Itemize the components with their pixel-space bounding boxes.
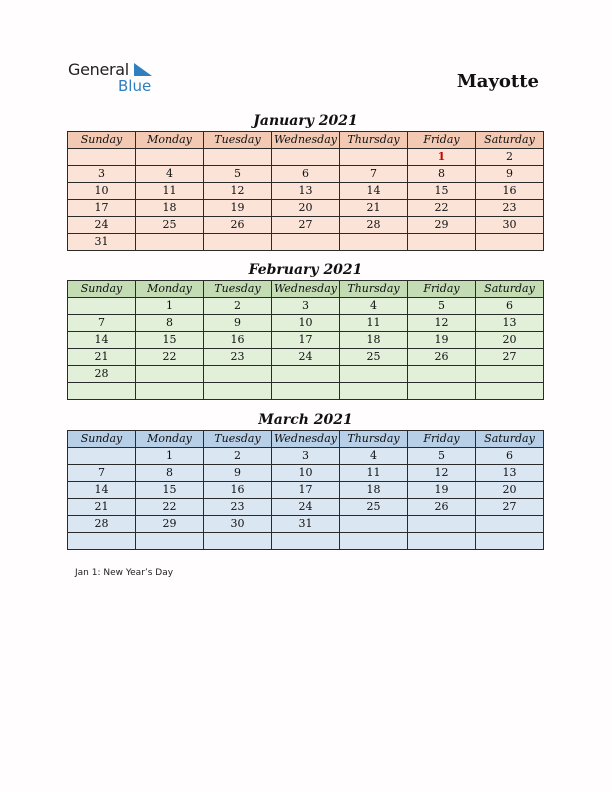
day-cell <box>408 516 476 533</box>
day-cell <box>476 516 544 533</box>
holiday-day-cell: 1 <box>408 149 476 166</box>
day-cell <box>272 149 340 166</box>
day-cell: 13 <box>476 315 544 332</box>
week-row <box>68 499 544 516</box>
day-cell: 10 <box>272 465 340 482</box>
weekday-header: Monday <box>136 281 204 298</box>
day-cell: 17 <box>68 200 136 217</box>
day-cell: 12 <box>204 183 272 200</box>
day-cell <box>204 383 272 400</box>
day-cell <box>272 366 340 383</box>
day-cell <box>476 234 544 251</box>
day-cell: 21 <box>340 200 408 217</box>
generalblue-logo <box>68 60 168 96</box>
day-cell: 12 <box>408 315 476 332</box>
day-cell: 23 <box>476 200 544 217</box>
day-cell <box>340 366 408 383</box>
day-cell: 1 <box>136 448 204 465</box>
day-cell <box>272 234 340 251</box>
day-cell: 8 <box>408 166 476 183</box>
day-cell: 9 <box>204 465 272 482</box>
day-cell: 8 <box>136 465 204 482</box>
day-cell: 19 <box>204 200 272 217</box>
day-cell: 8 <box>136 315 204 332</box>
day-cell: 18 <box>340 332 408 349</box>
logo-triangle-icon <box>134 63 152 77</box>
month-march <box>67 410 544 550</box>
day-cell <box>136 149 204 166</box>
day-cell: 16 <box>204 332 272 349</box>
day-cell: 5 <box>204 166 272 183</box>
day-cell <box>272 533 340 550</box>
day-cell: 24 <box>68 217 136 234</box>
day-cell: 15 <box>408 183 476 200</box>
day-cell: 27 <box>272 217 340 234</box>
day-cell: 4 <box>340 298 408 315</box>
day-cell: 7 <box>68 315 136 332</box>
weekday-header-row <box>68 431 544 448</box>
day-cell <box>204 366 272 383</box>
day-cell: 14 <box>68 482 136 499</box>
day-cell: 9 <box>204 315 272 332</box>
day-cell: 3 <box>272 298 340 315</box>
weekday-header: Saturday <box>476 281 544 298</box>
weekday-header: Thursday <box>340 431 408 448</box>
day-cell: 22 <box>408 200 476 217</box>
country-title: Mayotte <box>456 71 539 92</box>
day-cell <box>204 234 272 251</box>
calendar-grid <box>67 131 544 251</box>
day-cell <box>340 234 408 251</box>
day-cell: 28 <box>340 217 408 234</box>
day-cell <box>340 149 408 166</box>
day-cell <box>136 366 204 383</box>
day-cell: 31 <box>68 234 136 251</box>
weekday-header: Saturday <box>476 431 544 448</box>
day-cell <box>476 383 544 400</box>
weekday-header: Wednesday <box>272 281 340 298</box>
day-cell: 5 <box>408 298 476 315</box>
day-cell <box>68 533 136 550</box>
day-cell: 13 <box>272 183 340 200</box>
day-cell: 2 <box>204 298 272 315</box>
day-cell <box>136 234 204 251</box>
day-cell: 23 <box>204 349 272 366</box>
day-cell: 7 <box>340 166 408 183</box>
weekday-header: Friday <box>408 431 476 448</box>
day-cell <box>68 149 136 166</box>
day-cell <box>68 448 136 465</box>
day-cell <box>340 516 408 533</box>
day-cell: 6 <box>272 166 340 183</box>
day-cell: 19 <box>408 332 476 349</box>
week-row <box>68 482 544 499</box>
calendar-grid <box>67 430 544 550</box>
day-cell <box>408 366 476 383</box>
day-cell: 16 <box>204 482 272 499</box>
day-cell <box>68 298 136 315</box>
day-cell: 21 <box>68 499 136 516</box>
weekday-header: Monday <box>136 132 204 149</box>
week-row <box>68 166 544 183</box>
week-row <box>68 349 544 366</box>
day-cell: 5 <box>408 448 476 465</box>
week-row <box>68 315 544 332</box>
logo-text-general: General <box>68 60 129 79</box>
holiday-notes: Jan 1: New Year’s Day <box>75 568 174 578</box>
day-cell: 29 <box>408 217 476 234</box>
day-cell: 15 <box>136 482 204 499</box>
day-cell: 2 <box>476 149 544 166</box>
weekday-header: Friday <box>408 281 476 298</box>
day-cell: 9 <box>476 166 544 183</box>
day-cell: 11 <box>340 465 408 482</box>
month-january <box>67 111 544 251</box>
week-row <box>68 332 544 349</box>
weekday-header-row <box>68 132 544 149</box>
day-cell: 14 <box>68 332 136 349</box>
weekday-header: Sunday <box>68 431 136 448</box>
week-row <box>68 183 544 200</box>
day-cell: 15 <box>136 332 204 349</box>
day-cell: 20 <box>476 482 544 499</box>
day-cell: 12 <box>408 465 476 482</box>
weekday-header: Monday <box>136 431 204 448</box>
day-cell: 22 <box>136 349 204 366</box>
week-row <box>68 448 544 465</box>
day-cell: 6 <box>476 298 544 315</box>
day-cell <box>136 533 204 550</box>
day-cell: 7 <box>68 465 136 482</box>
day-cell: 20 <box>272 200 340 217</box>
day-cell: 18 <box>136 200 204 217</box>
day-cell <box>136 383 204 400</box>
day-cell: 30 <box>204 516 272 533</box>
day-cell <box>204 533 272 550</box>
day-cell: 2 <box>204 448 272 465</box>
day-cell: 29 <box>136 516 204 533</box>
day-cell: 25 <box>340 499 408 516</box>
day-cell: 17 <box>272 482 340 499</box>
month-title: February 2021 <box>248 262 363 278</box>
day-cell: 4 <box>136 166 204 183</box>
day-cell: 10 <box>272 315 340 332</box>
day-cell: 19 <box>408 482 476 499</box>
week-row <box>68 533 544 550</box>
day-cell: 26 <box>204 217 272 234</box>
week-row <box>68 383 544 400</box>
day-cell: 1 <box>136 298 204 315</box>
weekday-header: Tuesday <box>204 132 272 149</box>
day-cell: 22 <box>136 499 204 516</box>
week-row <box>68 465 544 482</box>
day-cell: 25 <box>136 217 204 234</box>
day-cell: 27 <box>476 499 544 516</box>
weekday-header: Friday <box>408 132 476 149</box>
day-cell <box>340 533 408 550</box>
week-row <box>68 217 544 234</box>
day-cell: 28 <box>68 366 136 383</box>
weekday-header-row <box>68 281 544 298</box>
day-cell: 3 <box>272 448 340 465</box>
day-cell: 30 <box>476 217 544 234</box>
week-row <box>68 516 544 533</box>
weekday-header: Thursday <box>340 132 408 149</box>
day-cell: 28 <box>68 516 136 533</box>
day-cell <box>272 383 340 400</box>
month-title: March 2021 <box>258 412 353 428</box>
day-cell: 21 <box>68 349 136 366</box>
month-title: January 2021 <box>253 113 358 129</box>
calendar-grid <box>67 280 544 400</box>
day-cell: 11 <box>136 183 204 200</box>
weekday-header: Tuesday <box>204 281 272 298</box>
day-cell: 27 <box>476 349 544 366</box>
week-row <box>68 149 544 166</box>
week-row <box>68 298 544 315</box>
day-cell: 3 <box>68 166 136 183</box>
day-cell: 16 <box>476 183 544 200</box>
day-cell <box>340 383 408 400</box>
week-row <box>68 200 544 217</box>
day-cell: 6 <box>476 448 544 465</box>
weekday-header: Saturday <box>476 132 544 149</box>
day-cell: 20 <box>476 332 544 349</box>
day-cell: 25 <box>340 349 408 366</box>
weekday-header: Wednesday <box>272 132 340 149</box>
day-cell <box>68 383 136 400</box>
day-cell <box>408 383 476 400</box>
day-cell: 13 <box>476 465 544 482</box>
logo-text-blue: Blue <box>118 77 152 95</box>
week-row <box>68 234 544 251</box>
day-cell: 18 <box>340 482 408 499</box>
day-cell: 10 <box>68 183 136 200</box>
day-cell: 14 <box>340 183 408 200</box>
weekday-header: Sunday <box>68 132 136 149</box>
week-row <box>68 366 544 383</box>
weekday-header: Thursday <box>340 281 408 298</box>
weekday-header: Sunday <box>68 281 136 298</box>
day-cell <box>408 533 476 550</box>
month-february <box>67 260 544 400</box>
day-cell <box>476 366 544 383</box>
weekday-header: Tuesday <box>204 431 272 448</box>
day-cell: 31 <box>272 516 340 533</box>
day-cell: 23 <box>204 499 272 516</box>
day-cell: 17 <box>272 332 340 349</box>
day-cell: 26 <box>408 499 476 516</box>
day-cell: 24 <box>272 499 340 516</box>
weekday-header: Wednesday <box>272 431 340 448</box>
day-cell: 24 <box>272 349 340 366</box>
day-cell: 11 <box>340 315 408 332</box>
day-cell <box>476 533 544 550</box>
day-cell: 4 <box>340 448 408 465</box>
day-cell <box>204 149 272 166</box>
day-cell <box>408 234 476 251</box>
day-cell: 26 <box>408 349 476 366</box>
